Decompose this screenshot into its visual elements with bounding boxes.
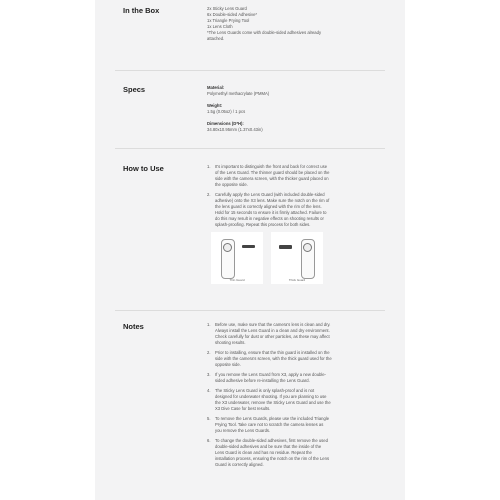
specs-title: Specs [123, 85, 146, 94]
step-text: do this may result in negative effects on shooting results or [215, 216, 324, 221]
dimensions-label: Dimensions (D*H): [207, 121, 244, 126]
note-number: 2. [207, 350, 211, 355]
product-info-sheet [95, 0, 405, 500]
note-text: X3 Dive Case for best results. [215, 406, 271, 411]
specs-list [207, 85, 387, 139]
step-number: 1. [207, 164, 211, 169]
note-item [207, 372, 387, 384]
thick-guard-caption: Thick Guard [288, 278, 306, 282]
note-item [207, 416, 387, 434]
note-text: To change the double-sided adhesives, first remove the used [215, 438, 328, 443]
box-note: *The Lens Guards come with double-sided adhesives already [207, 30, 322, 35]
note-number: 1. [207, 322, 211, 327]
step-text: of the Lens Guard. The thinner guard should be placed on the [215, 170, 330, 175]
note-number: 6. [207, 438, 211, 443]
material-label: Material: [207, 85, 225, 90]
notes-list [207, 322, 387, 472]
note-number: 3. [207, 372, 211, 377]
note-text: Prying Tool. Take care not to scratch the camera lenses as [215, 422, 324, 427]
note-text: The Sticky Lens Guard is only splash-proof and is not [215, 388, 315, 393]
in-the-box-title: In the Box [123, 6, 160, 15]
step-text: Hold for 15 seconds to ensure it is firmly attached. Failure to [215, 210, 327, 215]
note-text: Lens Guard is clean and has no residue. Repeat the [215, 450, 312, 455]
step-text: It's important to distinguish the front and back for correct use [215, 164, 328, 169]
note-text: the X3 underwater, remove the Sticky Lens Guard and use the [215, 400, 331, 405]
section-divider [115, 310, 385, 311]
note-text: Check carefully for dust or other particles, as these may affect [215, 334, 330, 339]
box-item: 2x Sticky Lens Guard [207, 6, 247, 11]
note-text: designed for underwater shooting. If you are planning to use [215, 394, 327, 399]
note-text: If you remove the Lens Guard from X3, apply a new double- [215, 372, 327, 377]
step-text: side with the camera screen, with the thicker guard placed on [215, 176, 329, 181]
step-text: Carefully apply the Lens Guard (with included double-sided [215, 192, 325, 197]
dimensions-value: 34.80x10.95mm (1.37x0.43in) [207, 127, 263, 132]
notes-title: Notes [123, 322, 144, 331]
note-number: 5. [207, 416, 211, 421]
note-text: double-sided adhesives and be sure that the inside of the [215, 444, 322, 449]
how-to-step [207, 164, 387, 188]
section-divider [115, 148, 385, 149]
note-text: Prior to installing, ensure that the thin guard is installed on the [215, 350, 330, 355]
how-to-use-steps [207, 164, 387, 287]
material-value: Polymethyl methacrylate (PMMA) [207, 91, 270, 96]
lens-icon [223, 243, 232, 252]
step-text: the lens guard is correctly aligned with the rim of the lens. [215, 204, 322, 209]
thick-guard-icon [279, 245, 292, 249]
note-text: side with the camera's screen, with the thick guard used for the [215, 356, 332, 361]
note-item [207, 322, 387, 346]
note-text: you remove the Lens Guards. [215, 428, 271, 433]
note-text: Guard is correctly aligned. [215, 462, 264, 467]
weight-label: Weight: [207, 103, 223, 108]
how-to-step [207, 192, 387, 228]
step-text: the opposite side. [215, 182, 248, 187]
note-text: opposite side. [215, 362, 241, 367]
box-item: 6x Double-sided Adhesive* [207, 12, 258, 17]
thin-guard-icon [242, 245, 255, 248]
box-note: attached. [207, 36, 225, 41]
thin-guard-figure [211, 232, 263, 284]
note-text: Always install the Lens Guard in a clean and dry environment. [215, 328, 330, 333]
box-item: 1x Triangle Prying Tool [207, 18, 250, 23]
note-text: To remove the Lens Guards, please use the included Triangle [215, 416, 330, 421]
step-text: adhesive) onto the X3 lens. Make sure the notch on the rim of [215, 198, 330, 203]
step-number: 2. [207, 192, 211, 197]
note-text: Before use, make sure that the camera's lens is clean and dry. [215, 322, 331, 327]
note-item [207, 388, 387, 412]
in-the-box-list [207, 6, 387, 42]
thin-guard-caption: Thin Guard [229, 278, 245, 282]
note-number: 4. [207, 388, 211, 393]
note-text: shooting results. [215, 340, 246, 345]
lens-icon [303, 243, 312, 252]
box-item: 1x Lens Cloth [207, 24, 233, 29]
step-text: splash-proofing. Repeat this process for both sides. [215, 222, 311, 227]
note-item [207, 438, 387, 468]
note-text: sided adhesive before re-installing the Lens Guard. [215, 378, 310, 383]
weight-value: 1.5g (0.05oz) / 1 pcs [207, 109, 246, 114]
note-text: installation process, ensuring the notch on the rim of the Lens [215, 456, 330, 461]
thick-guard-figure [271, 232, 323, 284]
how-to-use-title: How to Use [123, 164, 164, 173]
note-item [207, 350, 387, 368]
lens-guard-figures [211, 232, 387, 287]
section-divider [115, 70, 385, 71]
